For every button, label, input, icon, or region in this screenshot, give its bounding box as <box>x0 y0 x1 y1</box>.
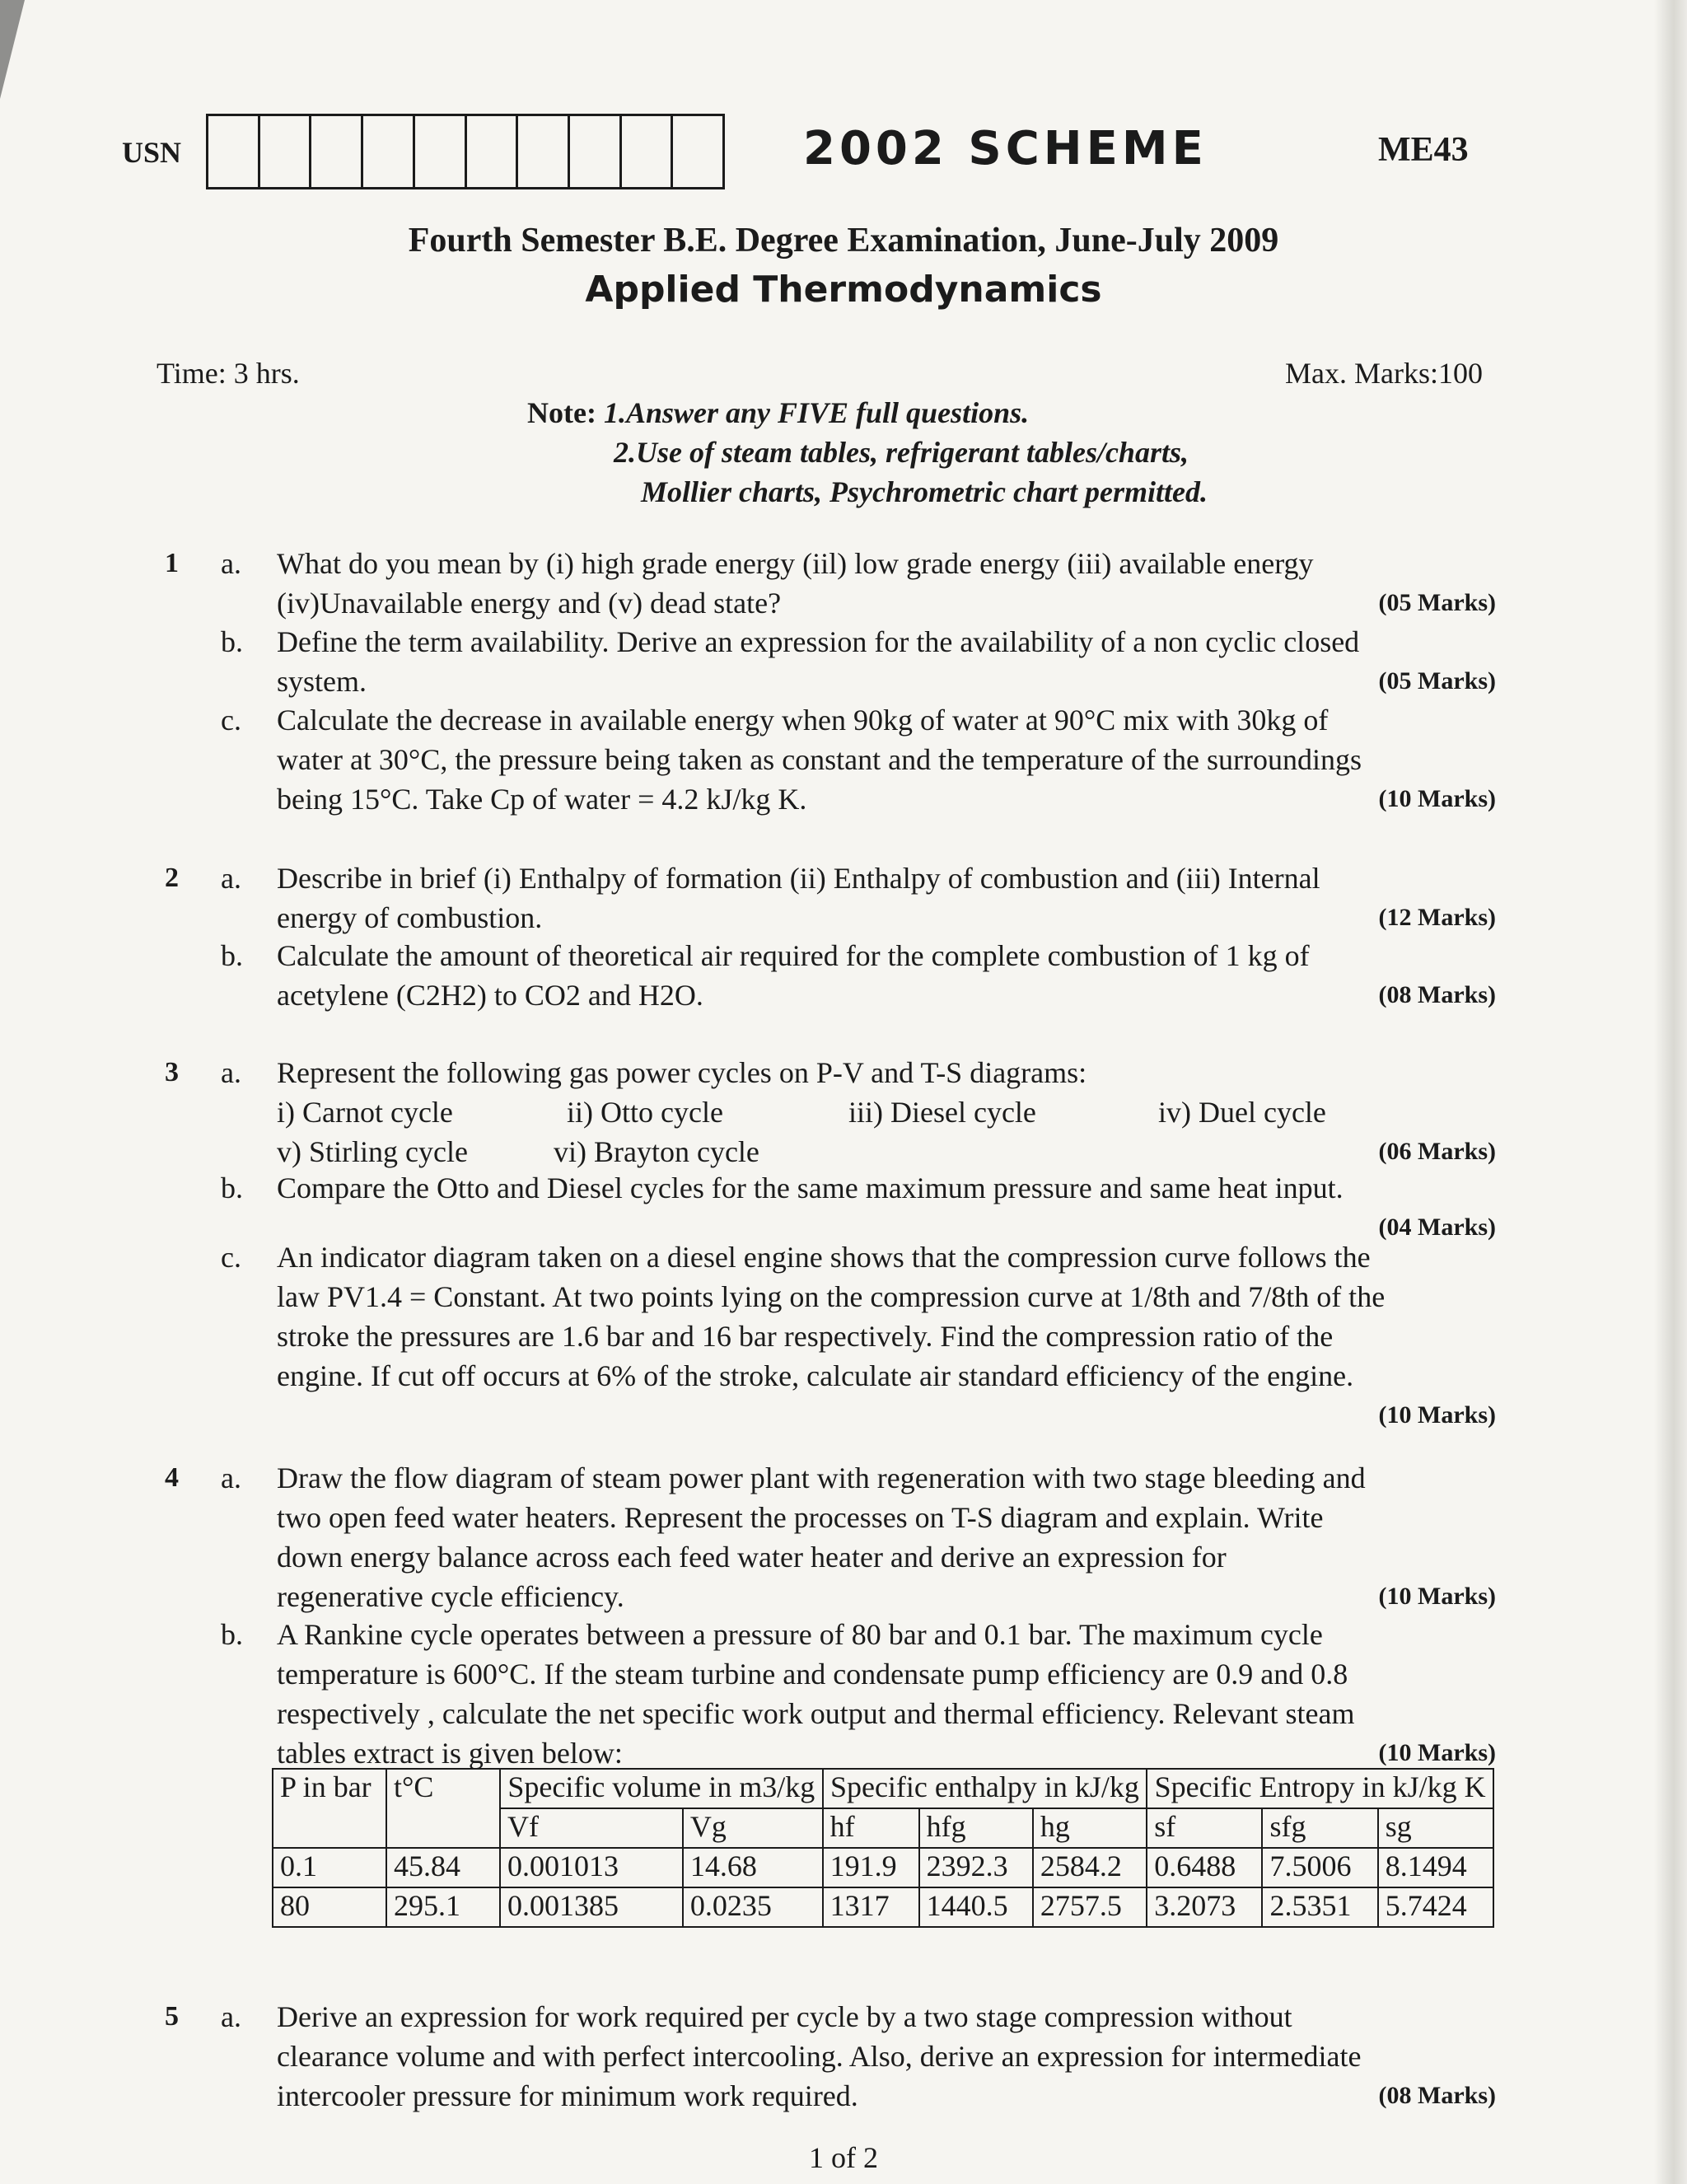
text-line: Calculate the decrease in available energy when 90kg of water at 90°C mix with 30kg of <box>277 704 1329 737</box>
usn-cell <box>622 116 674 187</box>
text-line: engine. If cut off occurs at 6% of the stroke, calculate air standard efficiency of the engine. <box>277 1359 1354 1392</box>
usn-cell <box>518 116 570 187</box>
table-row <box>273 1848 1493 1887</box>
text-line: acetylene (C2H2) to CO2 and H2O. <box>277 979 703 1012</box>
usn-cell <box>467 116 519 187</box>
cycle-option: iii) Diesel cycle <box>848 1096 1036 1129</box>
usn-cell <box>260 116 312 187</box>
table-cell: 0.0235 <box>683 1887 823 1927</box>
table-cell: 0.6488 <box>1147 1848 1262 1887</box>
table-cell: 5.7424 <box>1378 1887 1493 1927</box>
page-number: 1 of 2 <box>809 2141 878 2174</box>
marks: (06 Marks) <box>1378 1138 1496 1165</box>
subheader-cell: sf <box>1147 1808 1262 1848</box>
text-line: An indicator diagram taken on a diesel engine shows that the compression curve follows the <box>277 1241 1371 1274</box>
text-line: down energy balance across each feed water heater and derive an expression for <box>277 1541 1227 1574</box>
table-cell: 7.5006 <box>1262 1848 1377 1887</box>
question-1a <box>277 544 1496 623</box>
subheader-cell: Vf <box>500 1808 683 1848</box>
part-label: b. <box>221 1172 243 1204</box>
question-2b <box>277 936 1496 1015</box>
note-item-3: Mollier charts, Psychrometric chart permitted. <box>641 475 1208 508</box>
marks: (12 Marks) <box>1378 904 1496 931</box>
marks: (05 Marks) <box>1378 589 1496 616</box>
text-line: being 15°C. Take Cp of water = 4.2 kJ/kg K. <box>277 783 807 816</box>
text-line: (iv)Unavailable energy and (v) dead state? <box>277 587 782 620</box>
subheader-cell: hfg <box>919 1808 1033 1848</box>
question-4a <box>277 1458 1496 1616</box>
question-5a <box>277 1997 1496 2116</box>
header-specific-enthalpy: Specific enthalpy in kJ/kg <box>823 1769 1147 1808</box>
marks: (10 Marks) <box>1378 1583 1496 1610</box>
text-line: energy of combustion. <box>277 901 543 934</box>
question-3b <box>277 1168 1496 1247</box>
subheader-cell: sfg <box>1262 1808 1377 1848</box>
part-label: a. <box>221 1056 241 1089</box>
text-line: clearance volume and with perfect intercooling. Also, derive an expression for intermediate <box>277 2040 1362 2073</box>
max-marks: Max. Marks:100 <box>1285 357 1483 390</box>
table-cell: 0.001013 <box>500 1848 683 1887</box>
part-label: b. <box>221 1618 243 1651</box>
table-cell: 0.1 <box>273 1848 386 1887</box>
cycle-option: i) Carnot cycle <box>277 1096 453 1129</box>
table-cell: 2.5351 <box>1262 1887 1377 1927</box>
subject-title: Applied Thermodynamics <box>585 269 1102 311</box>
text-line: Compare the Otto and Diesel cycles for the same maximum pressure and same heat input. <box>277 1172 1344 1204</box>
text-line: temperature is 600°C. If the steam turbine and condensate pump efficiency are 0.9 and 0.8 <box>277 1658 1348 1691</box>
page-corner-shadow <box>0 0 25 99</box>
header-temperature: t°C <box>386 1769 500 1848</box>
usn-entry-boxes <box>206 114 725 189</box>
steam-table <box>272 1768 1494 1928</box>
table-cell: 3.2073 <box>1147 1887 1262 1927</box>
question-4b <box>277 1615 1496 1773</box>
part-label: c. <box>221 1241 241 1274</box>
text-line: system. <box>277 665 367 698</box>
part-label: a. <box>221 1461 241 1494</box>
subheader-cell: Vg <box>683 1808 823 1848</box>
note-line-1 <box>527 395 1029 430</box>
part-label: a. <box>221 547 241 580</box>
text-line: A Rankine cycle operates between a pressure of 80 bar and 0.1 bar. The maximum cycle <box>277 1618 1323 1651</box>
text-line: respectively , calculate the net specific work output and thermal efficiency. Relevant steam <box>277 1697 1355 1730</box>
cycle-option: ii) Otto cycle <box>567 1096 723 1129</box>
text-line: Calculate the amount of theoretical air required for the complete combustion of 1 kg of <box>277 939 1310 972</box>
time-allowed: Time: 3 hrs. <box>157 357 300 390</box>
subheader-cell: hf <box>823 1808 919 1848</box>
table-cell: 1440.5 <box>919 1887 1033 1927</box>
question-number: 4 <box>165 1462 179 1493</box>
text-line: tables extract is given below: <box>277 1737 623 1770</box>
text-line: intercooler pressure for minimum work required. <box>277 2079 858 2112</box>
text-line: two open feed water heaters. Represent the processes on T-S diagram and explain. Write <box>277 1501 1324 1534</box>
text-line: water at 30°C, the pressure being taken as constant and the temperature of the surroundings <box>277 743 1362 776</box>
table-cell: 45.84 <box>386 1848 500 1887</box>
table-cell: 0.001385 <box>500 1887 683 1927</box>
usn-cell <box>673 116 722 187</box>
question-1b <box>277 622 1496 701</box>
usn-label: USN <box>122 136 182 169</box>
usn-cell <box>311 116 363 187</box>
text-line: What do you mean by (i) high grade energy (iil) low grade energy (iii) available energy <box>277 547 1314 580</box>
text-line: regenerative cycle efficiency. <box>277 1580 624 1613</box>
question-number: 2 <box>165 863 179 893</box>
question-1c <box>277 700 1496 819</box>
text-line: Draw the flow diagram of steam power plant with regeneration with two stage bleeding and <box>277 1461 1366 1494</box>
header-pressure: P in bar <box>273 1769 386 1848</box>
marks: (04 Marks) <box>1378 1214 1496 1241</box>
subject-code: ME43 <box>1378 131 1469 169</box>
note-item-1: 1.Answer any FIVE full questions. <box>603 396 1030 429</box>
marks: (10 Marks) <box>1378 1739 1496 1766</box>
question-number: 3 <box>165 1057 179 1087</box>
part-label: b. <box>221 939 243 972</box>
text-line: Describe in brief (i) Enthalpy of formation (ii) Enthalpy of combustion and (iii) Internal <box>277 862 1320 895</box>
exam-title: Fourth Semester B.E. Degree Examination, June-July 2009 <box>408 222 1279 260</box>
part-label: a. <box>221 2000 241 2033</box>
page-edge <box>1654 0 1687 2184</box>
cycle-option: v) Stirling cycle <box>277 1135 468 1168</box>
question-number: 5 <box>165 2001 179 2032</box>
marks: (08 Marks) <box>1378 2082 1496 2109</box>
subheader-cell: hg <box>1033 1808 1147 1848</box>
marks: (05 Marks) <box>1378 667 1496 694</box>
text-line: Define the term availability. Derive an expression for the availability of a non cyclic closed <box>277 625 1360 658</box>
table-cell: 2392.3 <box>919 1848 1033 1887</box>
question-number: 1 <box>165 548 179 578</box>
cycle-option: iv) Duel cycle <box>1158 1096 1326 1129</box>
text-line: Derive an expression for work required per cycle by a two stage compression without <box>277 2000 1292 2033</box>
usn-cell <box>570 116 622 187</box>
marks: (08 Marks) <box>1378 981 1496 1008</box>
table-header-row <box>273 1769 1493 1808</box>
question-3a <box>277 1053 1496 1172</box>
marks: (10 Marks) <box>1378 1401 1496 1429</box>
table-cell: 14.68 <box>683 1848 823 1887</box>
subheader-cell: sg <box>1378 1808 1493 1848</box>
usn-cell <box>363 116 415 187</box>
table-cell: 295.1 <box>386 1887 500 1927</box>
question-2a <box>277 858 1496 938</box>
usn-cell <box>415 116 467 187</box>
note-item-2: 2.Use of steam tables, refrigerant tables/charts, <box>614 436 1189 469</box>
table-cell: 80 <box>273 1887 386 1927</box>
question-3c <box>277 1237 1496 1435</box>
usn-cell <box>208 116 260 187</box>
header-specific-volume: Specific volume in m3/kg <box>500 1769 823 1808</box>
marks: (10 Marks) <box>1378 785 1496 812</box>
text-line: stroke the pressures are 1.6 bar and 16 bar respectively. Find the compression ratio of the <box>277 1320 1334 1353</box>
table-cell: 1317 <box>823 1887 919 1927</box>
header-specific-entropy: Specific Entropy in kJ/kg K <box>1147 1769 1493 1808</box>
table-cell: 191.9 <box>823 1848 919 1887</box>
part-label: c. <box>221 704 241 737</box>
part-label: b. <box>221 625 243 658</box>
text-line: law PV1.4 = Constant. At two points lying on the compression curve at 1/8th and 7/8th of the <box>277 1280 1386 1313</box>
text-line: Represent the following gas power cycles on P-V and T-S diagrams: <box>277 1056 1087 1089</box>
table-row <box>273 1887 1493 1927</box>
cycle-option: vi) Brayton cycle <box>554 1135 759 1168</box>
table-cell: 2757.5 <box>1033 1887 1147 1927</box>
part-label: a. <box>221 862 241 895</box>
table-cell: 2584.2 <box>1033 1848 1147 1887</box>
note-label: Note: <box>527 396 596 429</box>
table-cell: 8.1494 <box>1378 1848 1493 1887</box>
scheme-title: 2002 SCHEME <box>803 122 1208 175</box>
